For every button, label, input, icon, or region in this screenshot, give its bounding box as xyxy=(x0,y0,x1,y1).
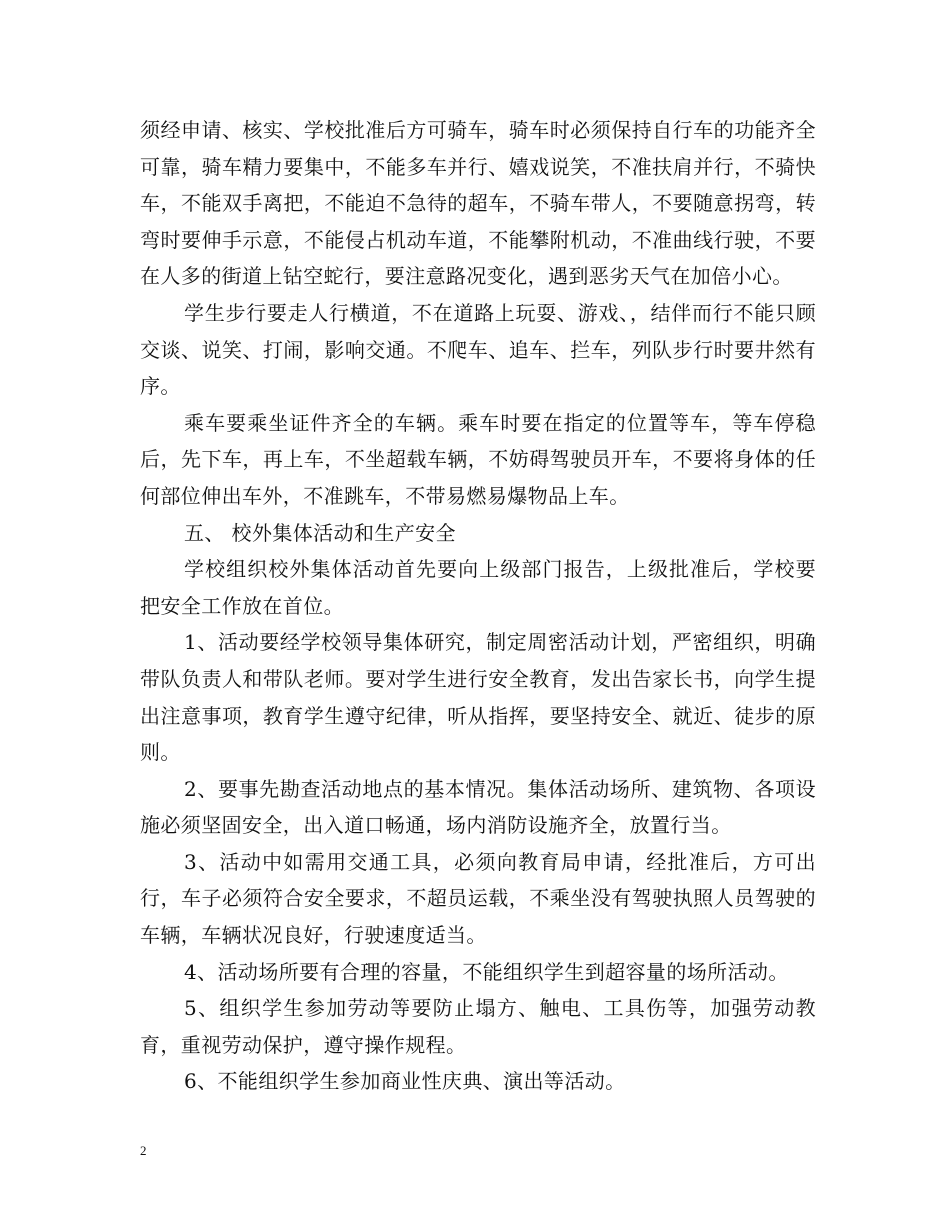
list-item-5: 5、组织学生参加劳动等要防止塌方、触电、工具伤等，加强劳动教育，重视劳动保护，遵守操作规程。 xyxy=(140,996,816,1057)
paragraph-walking-rules: 学生步行要走人行横道，不在道路上玩耍、游戏、，结伴而行不能只顾交谈、说笑、打闹，影响交通。不爬车、追车、拦车，列队步行时要井然有序。 xyxy=(140,300,816,399)
page-number: 2 xyxy=(140,1143,147,1158)
document-body xyxy=(140,112,816,1100)
list-item-2: 2、要事先勘查活动地点的基本情况。集体活动场所、建筑物、各项设施必须坚固安全，出入道口畅通，场内消防设施齐全，放置行当。 xyxy=(140,776,816,838)
list-item-6: 6、不能组织学生参加商业性庆典、演出等活动。 xyxy=(184,1069,626,1094)
list-item-4: 4、活动场所要有合理的容量，不能组织学生到超容量的场所活动。 xyxy=(184,959,789,984)
list-item-3: 3、活动中如需用交通工具，必须向教育局申请，经批准后，方可出行，车子必须符合安全要求，不超员运载，不乘坐没有驾驶执照人员驾驶的车辆，车辆状况良好，行驶速度适当。 xyxy=(140,849,816,948)
paragraph-cycling-rules: 须经申请、核实、学校批准后方可骑车，骑车时必须保持自行车的功能齐全可靠，骑车精力要集中，不能多车并行、嬉戏说笑，不准扶肩并行，不骑快车，不能双手离把，不能迫不急待的超车，不骑车带人，不要随意拐弯，转弯时要伸手示意，不能侵占机动车道，不能攀附机动，不准曲线行驶，不要在人多的街道上钻空蛇行，要注意路况变化，遇到恶劣天气在加倍小心。 xyxy=(140,118,816,289)
list-item-1: 1、活动要经学校领导集体研究，制定周密活动计划，严密组织，明确带队负责人和带队老师。要对学生进行安全教育，发出告家长书，向学生提出注意事项，教育学生遵守纪律，听从指挥，要坚持安全、就近、徒步的原则。 xyxy=(140,630,816,765)
paragraph-report-requirement: 学校组织校外集体活动首先要向上级部门报告，上级批准后，学校要把安全工作放在首位。 xyxy=(140,557,816,618)
paragraph-riding-rules: 乘车要乘坐证件齐全的车辆。乘车时要在指定的位置等车，等车停稳后，先下车，再上车，不坐超载车辆，不妨碍驾驶员开车，不要将身体的任何部位伸出车外，不准跳车，不带易燃易爆物品上车。 xyxy=(140,410,816,508)
section-heading: 五、 校外集体活动和生产安全 xyxy=(184,520,456,545)
